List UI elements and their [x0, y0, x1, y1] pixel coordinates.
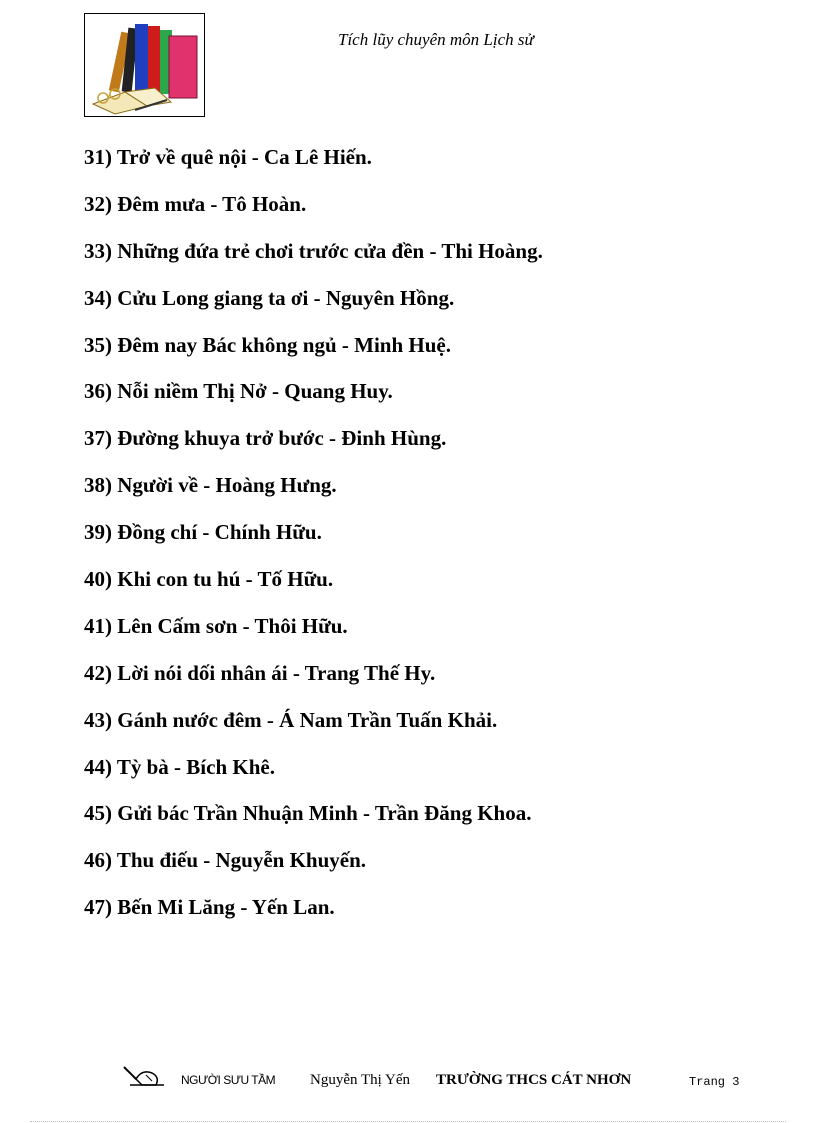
bottom-rule — [30, 1121, 786, 1122]
poem-list — [84, 137, 543, 934]
header-title: Tích lũy chuyên môn Lịch sử — [338, 30, 534, 49]
writing-hand-icon — [122, 1063, 166, 1089]
list-item: 40) Khi con tu hú - Tố Hữu. — [84, 567, 334, 592]
list-item: 35) Đêm nay Bác không ngủ - Minh Huệ. — [84, 332, 451, 357]
school-name: TRƯỜNG THCS CÁT NHƠN — [436, 1072, 632, 1088]
list-item: 33) Những đứa trẻ chơi trước cửa đền - Thi Hoàng. — [84, 238, 543, 263]
list-item: 32) Đêm mưa - Tô Hoàn. — [84, 191, 307, 216]
list-item: 44) Tỳ bà - Bích Khê. — [84, 754, 275, 779]
page-number: Trang 3 — [689, 1075, 740, 1089]
list-item: 37) Đường khuya trở bước - Đinh Hùng. — [84, 426, 447, 451]
books-logo — [84, 13, 205, 117]
list-item: 46) Thu điếu - Nguyễn Khuyến. — [84, 848, 367, 873]
page-footer — [0, 1063, 816, 1103]
author-name: Nguyễn Thị Yến — [310, 1072, 410, 1088]
list-item: 38) Người về - Hoàng Hưng. — [84, 473, 337, 498]
list-item: 42) Lời nói dối nhân ái - Trang Thế Hy. — [84, 660, 436, 685]
collector-label: NGƯỜI SƯU TẦM — [181, 1073, 276, 1087]
books-icon — [85, 14, 204, 116]
list-item: 41) Lên Cấm sơn - Thôi Hữu. — [84, 613, 348, 638]
list-item: 45) Gửi bác Trần Nhuận Minh - Trần Đăng Khoa. — [84, 801, 532, 826]
list-item: 34) Cửu Long giang ta ơi - Nguyên Hồng. — [84, 285, 455, 310]
list-item: 31) Trở về quê nội - Ca Lê Hiến. — [84, 145, 372, 169]
list-item: 39) Đồng chí - Chính Hữu. — [84, 520, 322, 545]
list-item: 43) Gánh nước đêm - Á Nam Trần Tuấn Khải. — [84, 707, 498, 732]
list-item: 36) Nỗi niềm Thị Nở - Quang Huy. — [84, 379, 393, 404]
list-item: 47) Bến Mi Lăng - Yến Lan. — [84, 895, 335, 920]
